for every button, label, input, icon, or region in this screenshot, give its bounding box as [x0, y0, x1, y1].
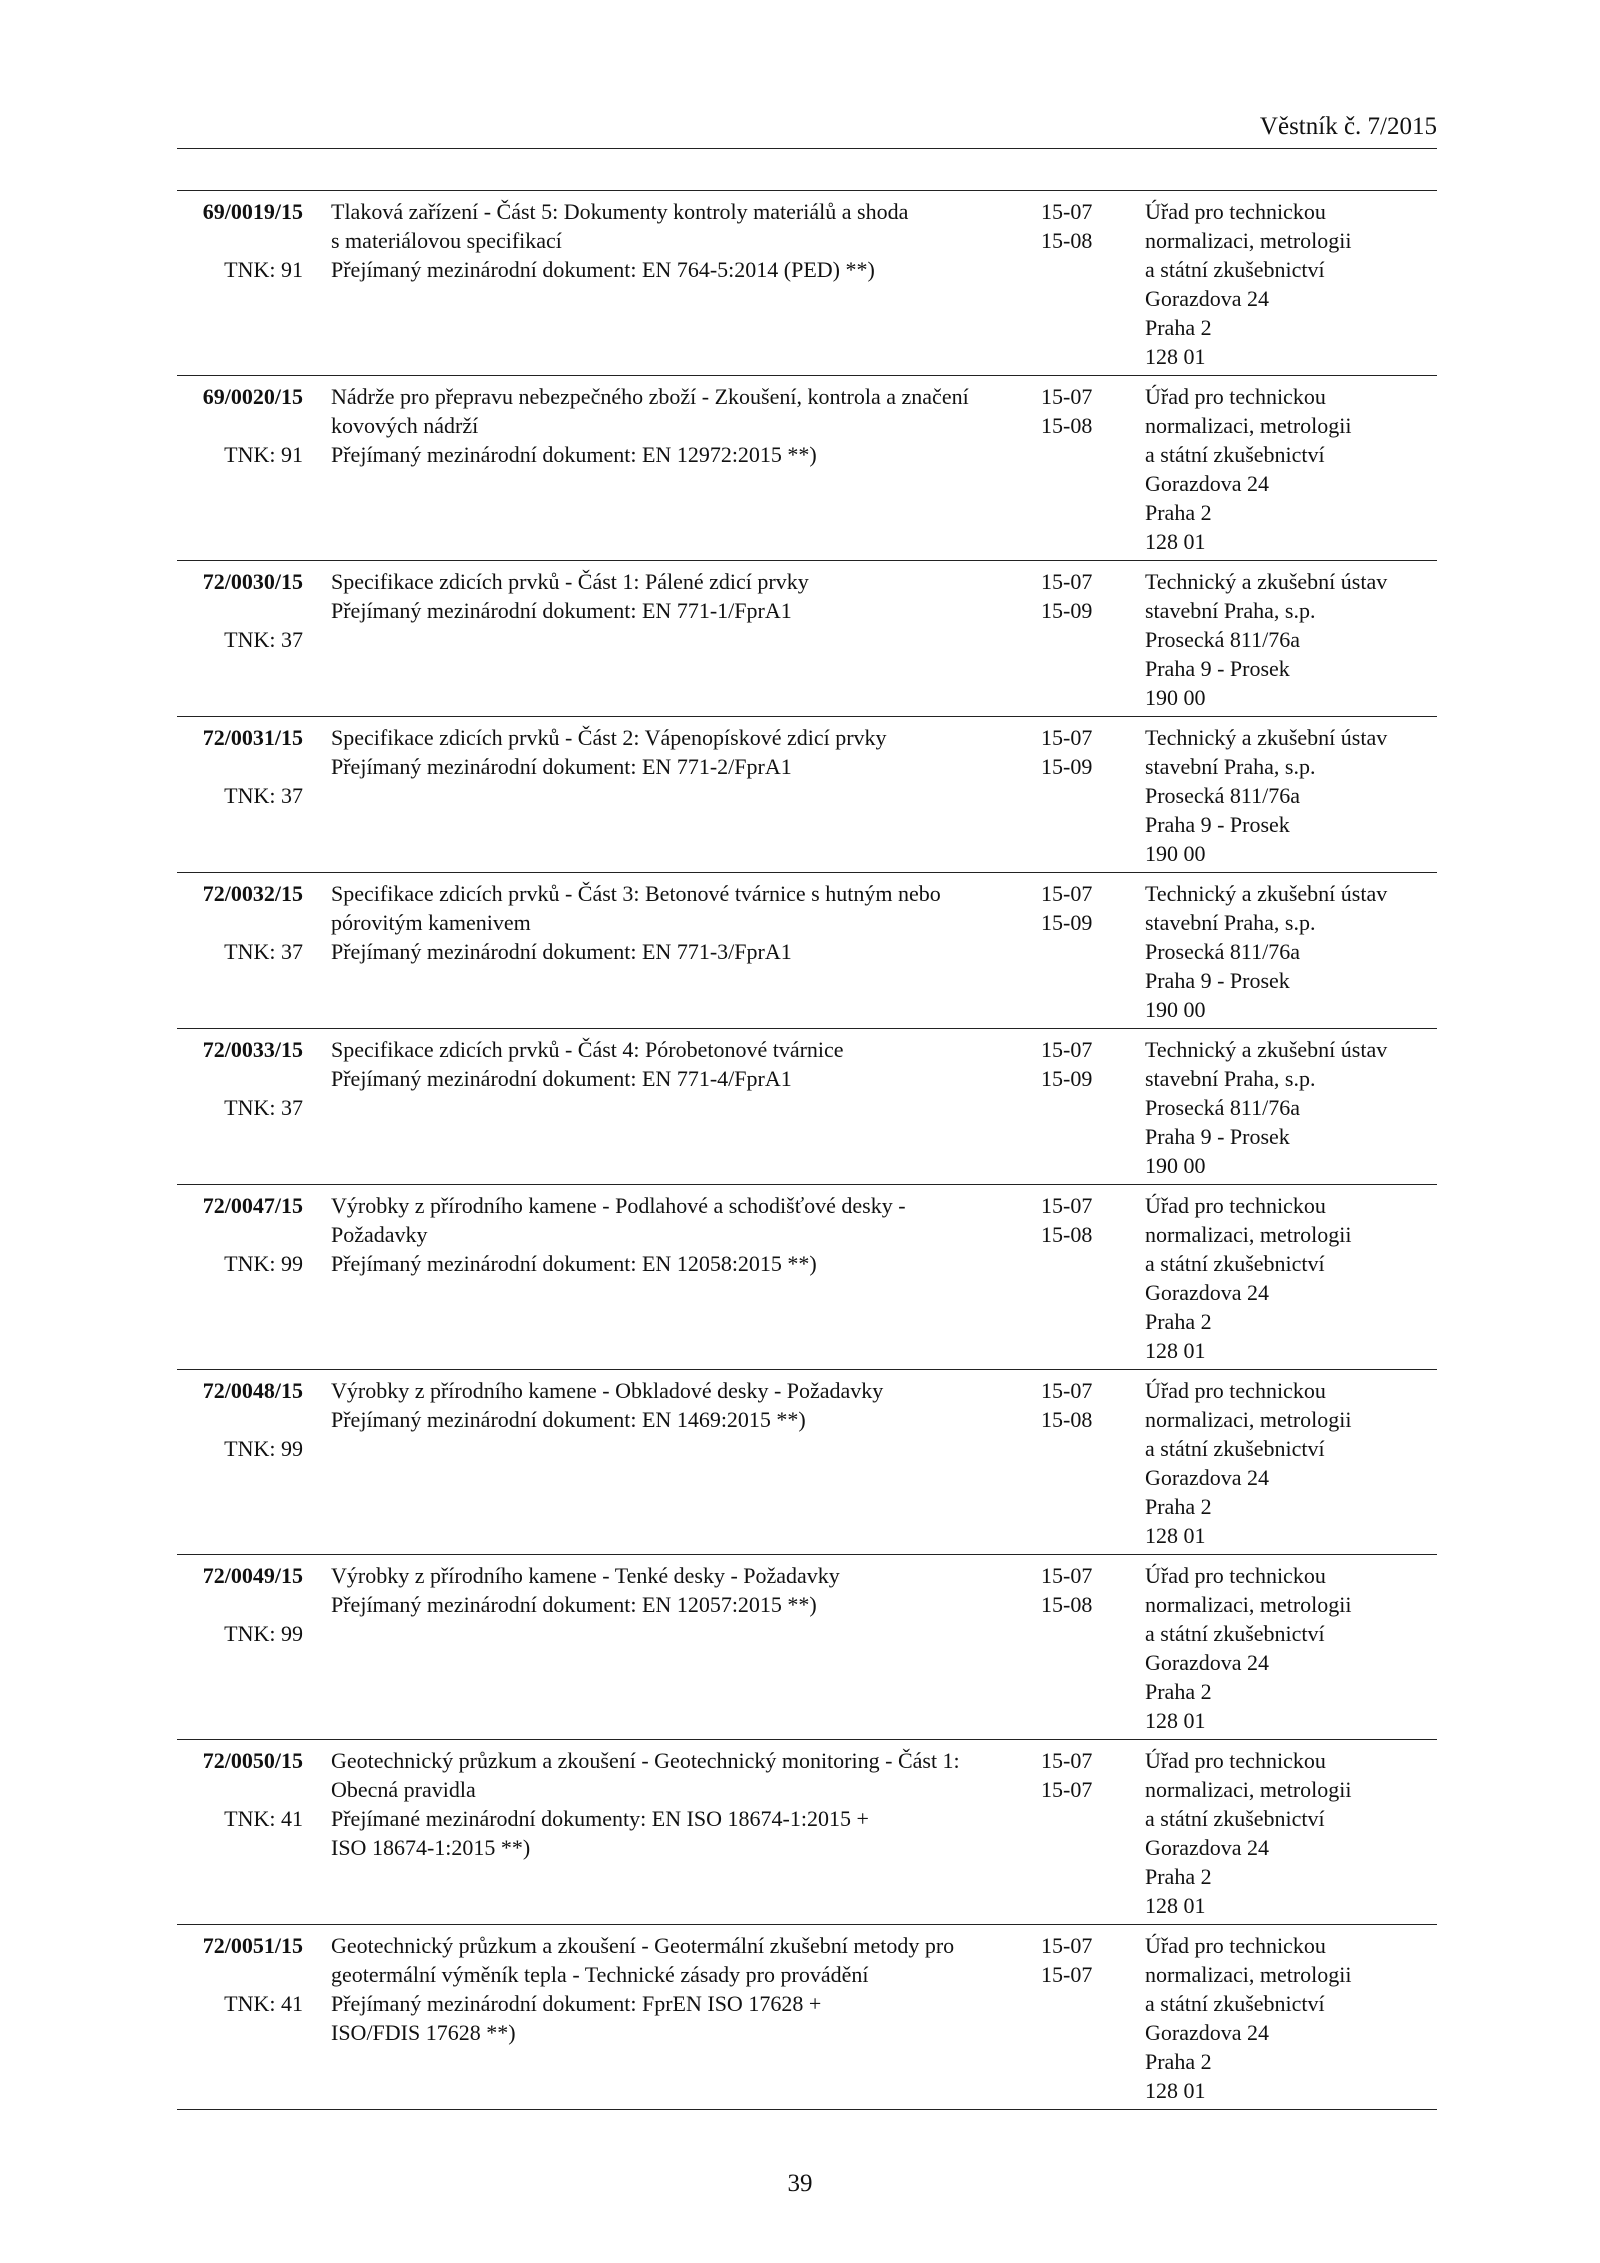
address-line: a státní zkušebnictví — [1145, 1251, 1325, 1276]
standard-id-cell — [177, 1746, 305, 1920]
standard-id-cell — [177, 1191, 305, 1365]
address-line: Prosecká 811/76a — [1145, 939, 1300, 964]
address-line: 128 01 — [1145, 1523, 1206, 1548]
address-line: normalizaci, metrologii — [1145, 413, 1352, 438]
address-cell — [1137, 879, 1437, 1024]
address-line: Úřad pro technickou — [1145, 1933, 1326, 1958]
address-line: Gorazdova 24 — [1145, 471, 1270, 496]
address-line: Praha 2 — [1145, 1864, 1212, 1889]
standard-number: 72/0032/15 — [202, 881, 303, 906]
table-row — [177, 716, 1437, 872]
standard-id-cell — [177, 723, 305, 868]
address-line: Technický a zkušební ústav — [1145, 725, 1388, 750]
date-value: 15-07 — [1041, 1037, 1093, 1062]
date-value: 15-07 — [1041, 1193, 1093, 1218]
table-row — [177, 1369, 1437, 1554]
address-line: a státní zkušebnictví — [1145, 1991, 1325, 2016]
title-line: Přejímaný mezinárodní dokument: EN 1469:2015 **) — [331, 1407, 806, 1432]
dates-cell — [1035, 382, 1137, 556]
standard-number: 72/0047/15 — [202, 1193, 303, 1218]
address-cell — [1137, 1191, 1437, 1365]
address-line: Prosecká 811/76a — [1145, 783, 1300, 808]
date-value: 15-07 — [1041, 881, 1093, 906]
title-line: Požadavky — [331, 1222, 428, 1247]
standard-title-cell — [305, 1376, 1035, 1550]
title-line: Specifikace zdicích prvků - Část 2: Vápenopískové zdicí prvky — [331, 725, 887, 750]
dates-cell — [1035, 1561, 1137, 1735]
dates-cell — [1035, 567, 1137, 712]
tnk-label: TNK: 37 — [224, 939, 303, 964]
title-line: Přejímaný mezinárodní dokument: EN 771-4/FprA1 — [331, 1066, 792, 1091]
date-value: 15-08 — [1041, 1222, 1093, 1247]
address-line: Úřad pro technickou — [1145, 384, 1326, 409]
address-line: Technický a zkušební ústav — [1145, 569, 1388, 594]
standard-title-cell — [305, 567, 1035, 712]
address-line: Úřad pro technickou — [1145, 1748, 1326, 1773]
address-line: stavební Praha, s.p. — [1145, 910, 1316, 935]
tnk-label: TNK: 41 — [224, 1806, 303, 1831]
date-value: 15-07 — [1041, 725, 1093, 750]
title-line: Specifikace zdicích prvků - Část 1: Pálené zdicí prvky — [331, 569, 809, 594]
tnk-label: TNK: 99 — [224, 1251, 303, 1276]
dates-cell — [1035, 1376, 1137, 1550]
address-line: a státní zkušebnictví — [1145, 257, 1325, 282]
address-line: normalizaci, metrologii — [1145, 1592, 1352, 1617]
address-line: Gorazdova 24 — [1145, 1650, 1270, 1675]
standard-number: 69/0020/15 — [202, 384, 303, 409]
title-line: Nádrže pro přepravu nebezpečného zboží - Zkoušení, kontrola a značení — [331, 384, 969, 409]
title-line: Výrobky z přírodního kamene - Tenké desky - Požadavky — [331, 1563, 840, 1588]
standard-title-cell — [305, 1035, 1035, 1180]
standard-title-cell — [305, 1561, 1035, 1735]
address-cell — [1137, 197, 1437, 371]
address-line: 190 00 — [1145, 841, 1206, 866]
date-value: 15-09 — [1041, 910, 1093, 935]
address-line: stavební Praha, s.p. — [1145, 1066, 1316, 1091]
table-row — [177, 191, 1437, 375]
dates-cell — [1035, 1931, 1137, 2105]
title-line: Specifikace zdicích prvků - Část 3: Betonové tvárnice s hutným nebo — [331, 881, 941, 906]
address-line: Praha 9 - Prosek — [1145, 812, 1290, 837]
address-cell — [1137, 1931, 1437, 2105]
title-line: s materiálovou specifikací — [331, 228, 562, 253]
address-line: a státní zkušebnictví — [1145, 1436, 1325, 1461]
date-value: 15-08 — [1041, 413, 1093, 438]
address-line: Úřad pro technickou — [1145, 1563, 1326, 1588]
date-value: 15-07 — [1041, 384, 1093, 409]
address-line: Praha 2 — [1145, 315, 1212, 340]
address-line: normalizaci, metrologii — [1145, 1222, 1352, 1247]
address-line: Technický a zkušební ústav — [1145, 1037, 1388, 1062]
title-line: pórovitým kamenivem — [331, 910, 531, 935]
address-line: 190 00 — [1145, 1153, 1206, 1178]
standard-id-cell — [177, 1035, 305, 1180]
date-value: 15-07 — [1041, 1962, 1093, 1987]
address-line: Praha 2 — [1145, 500, 1212, 525]
table-row — [177, 1028, 1437, 1184]
title-line: Přejímaný mezinárodní dokument: EN 764-5:2014 (PED) **) — [331, 257, 875, 282]
address-line: Úřad pro technickou — [1145, 199, 1326, 224]
address-cell — [1137, 1035, 1437, 1180]
address-line: Úřad pro technickou — [1145, 1378, 1326, 1403]
standard-number: 72/0049/15 — [202, 1563, 303, 1588]
address-line: a státní zkušebnictví — [1145, 1621, 1325, 1646]
title-line: Přejímaný mezinárodní dokument: FprEN ISO 17628 + — [331, 1991, 822, 2016]
title-line: Přejímaný mezinárodní dokument: EN 771-1/FprA1 — [331, 598, 792, 623]
table-row — [177, 1554, 1437, 1739]
standard-number: 72/0050/15 — [202, 1748, 303, 1773]
title-line: Přejímané mezinárodní dokumenty: EN ISO 18674-1:2015 + — [331, 1806, 869, 1831]
date-value: 15-09 — [1041, 598, 1093, 623]
title-line: Geotechnický průzkum a zkoušení - Geotechnický monitoring - Část 1: — [331, 1748, 960, 1773]
standard-title-cell — [305, 723, 1035, 868]
address-line: 128 01 — [1145, 1338, 1206, 1363]
date-value: 15-07 — [1041, 569, 1093, 594]
tnk-label: TNK: 99 — [224, 1436, 303, 1461]
page-header — [177, 112, 1437, 149]
standard-title-cell — [305, 197, 1035, 371]
address-line: normalizaci, metrologii — [1145, 1962, 1352, 1987]
address-line: Prosecká 811/76a — [1145, 1095, 1300, 1120]
tnk-label: TNK: 41 — [224, 1991, 303, 2016]
standard-title-cell — [305, 879, 1035, 1024]
address-cell — [1137, 1746, 1437, 1920]
standard-id-cell — [177, 197, 305, 371]
tnk-label: TNK: 91 — [224, 257, 303, 282]
date-value: 15-08 — [1041, 1407, 1093, 1432]
title-line: geotermální výměník tepla - Technické zásady pro provádění — [331, 1962, 869, 1987]
title-line: Výrobky z přírodního kamene - Podlahové a schodišťové desky - — [331, 1193, 906, 1218]
table-row — [177, 872, 1437, 1028]
address-line: a státní zkušebnictví — [1145, 442, 1325, 467]
address-line: 128 01 — [1145, 344, 1206, 369]
standards-table — [177, 190, 1437, 2110]
standard-title-cell — [305, 1191, 1035, 1365]
title-line: Tlaková zařízení - Část 5: Dokumenty kontroly materiálů a shoda — [331, 199, 909, 224]
title-line: Přejímaný mezinárodní dokument: EN 12058:2015 **) — [331, 1251, 817, 1276]
address-line: Gorazdova 24 — [1145, 2020, 1270, 2045]
tnk-label: TNK: 37 — [224, 1095, 303, 1120]
date-value: 15-07 — [1041, 199, 1093, 224]
address-line: Gorazdova 24 — [1145, 286, 1270, 311]
address-line: normalizaci, metrologii — [1145, 228, 1352, 253]
address-cell — [1137, 723, 1437, 868]
date-value: 15-07 — [1041, 1378, 1093, 1403]
standard-id-cell — [177, 1931, 305, 2105]
table-row — [177, 1184, 1437, 1369]
title-line: kovových nádrží — [331, 413, 479, 438]
address-line: Gorazdova 24 — [1145, 1465, 1270, 1490]
address-line: Gorazdova 24 — [1145, 1280, 1270, 1305]
address-line: Gorazdova 24 — [1145, 1835, 1270, 1860]
address-line: stavební Praha, s.p. — [1145, 598, 1316, 623]
tnk-label: TNK: 37 — [224, 627, 303, 652]
address-cell — [1137, 1561, 1437, 1735]
standard-number: 72/0031/15 — [202, 725, 303, 750]
page-number: 39 — [787, 2170, 813, 2197]
address-line: 190 00 — [1145, 685, 1206, 710]
dates-cell — [1035, 197, 1137, 371]
date-value: 15-07 — [1041, 1748, 1093, 1773]
standard-id-cell — [177, 879, 305, 1024]
standard-number: 72/0030/15 — [202, 569, 303, 594]
title-line: Geotechnický průzkum a zkoušení - Geotermální zkušební metody pro — [331, 1933, 955, 1958]
address-line: Praha 9 - Prosek — [1145, 656, 1290, 681]
table-row — [177, 1924, 1437, 2109]
address-line: 128 01 — [1145, 1708, 1206, 1733]
address-line: Prosecká 811/76a — [1145, 627, 1300, 652]
table-row — [177, 1739, 1437, 1924]
header-title: Věstník č. 7/2015 — [1259, 113, 1437, 140]
standard-id-cell — [177, 382, 305, 556]
address-line: 128 01 — [1145, 2078, 1206, 2103]
address-cell — [1137, 567, 1437, 712]
address-line: normalizaci, metrologii — [1145, 1407, 1352, 1432]
title-line: Obecná pravidla — [331, 1777, 476, 1802]
date-value: 15-07 — [1041, 1777, 1093, 1802]
address-line: Praha 2 — [1145, 1679, 1212, 1704]
tnk-label: TNK: 99 — [224, 1621, 303, 1646]
address-cell — [1137, 382, 1437, 556]
standard-id-cell — [177, 567, 305, 712]
date-value: 15-07 — [1041, 1563, 1093, 1588]
standard-number: 72/0033/15 — [202, 1037, 303, 1062]
title-line: Výrobky z přírodního kamene - Obkladové desky - Požadavky — [331, 1378, 884, 1403]
standard-title-cell — [305, 1746, 1035, 1920]
address-line: 128 01 — [1145, 1893, 1206, 1918]
dates-cell — [1035, 1746, 1137, 1920]
standard-id-cell — [177, 1376, 305, 1550]
standard-id-cell — [177, 1561, 305, 1735]
date-value: 15-09 — [1041, 754, 1093, 779]
address-line: Praha 9 - Prosek — [1145, 968, 1290, 993]
address-cell — [1137, 1376, 1437, 1550]
title-line: Specifikace zdicích prvků - Část 4: Pórobetonové tvárnice — [331, 1037, 844, 1062]
address-line: a státní zkušebnictví — [1145, 1806, 1325, 1831]
tnk-label: TNK: 37 — [224, 783, 303, 808]
tnk-label: TNK: 91 — [224, 442, 303, 467]
title-line: Přejímaný mezinárodní dokument: EN 771-3/FprA1 — [331, 939, 792, 964]
address-line: Praha 2 — [1145, 2049, 1212, 2074]
table-row — [177, 560, 1437, 716]
dates-cell — [1035, 723, 1137, 868]
date-value: 15-07 — [1041, 1933, 1093, 1958]
date-value: 15-09 — [1041, 1066, 1093, 1091]
dates-cell — [1035, 879, 1137, 1024]
title-line: Přejímaný mezinárodní dokument: EN 771-2/FprA1 — [331, 754, 792, 779]
dates-cell — [1035, 1035, 1137, 1180]
title-line: ISO 18674-1:2015 **) — [331, 1835, 531, 1860]
standard-title-cell — [305, 382, 1035, 556]
address-line: Praha 2 — [1145, 1309, 1212, 1334]
address-line: Úřad pro technickou — [1145, 1193, 1326, 1218]
address-line: Praha 2 — [1145, 1494, 1212, 1519]
standard-number: 69/0019/15 — [202, 199, 303, 224]
date-value: 15-08 — [1041, 1592, 1093, 1617]
standard-number: 72/0048/15 — [202, 1378, 303, 1403]
table-row — [177, 375, 1437, 560]
address-line: Praha 9 - Prosek — [1145, 1124, 1290, 1149]
date-value: 15-08 — [1041, 228, 1093, 253]
address-line: normalizaci, metrologii — [1145, 1777, 1352, 1802]
standard-title-cell — [305, 1931, 1035, 2105]
address-line: 128 01 — [1145, 529, 1206, 554]
title-line: Přejímaný mezinárodní dokument: EN 12972:2015 **) — [331, 442, 817, 467]
address-line: Technický a zkušební ústav — [1145, 881, 1388, 906]
address-line: stavební Praha, s.p. — [1145, 754, 1316, 779]
title-line: ISO/FDIS 17628 **) — [331, 2020, 516, 2045]
address-line: 190 00 — [1145, 997, 1206, 1022]
standard-number: 72/0051/15 — [202, 1933, 303, 1958]
title-line: Přejímaný mezinárodní dokument: EN 12057:2015 **) — [331, 1592, 817, 1617]
dates-cell — [1035, 1191, 1137, 1365]
